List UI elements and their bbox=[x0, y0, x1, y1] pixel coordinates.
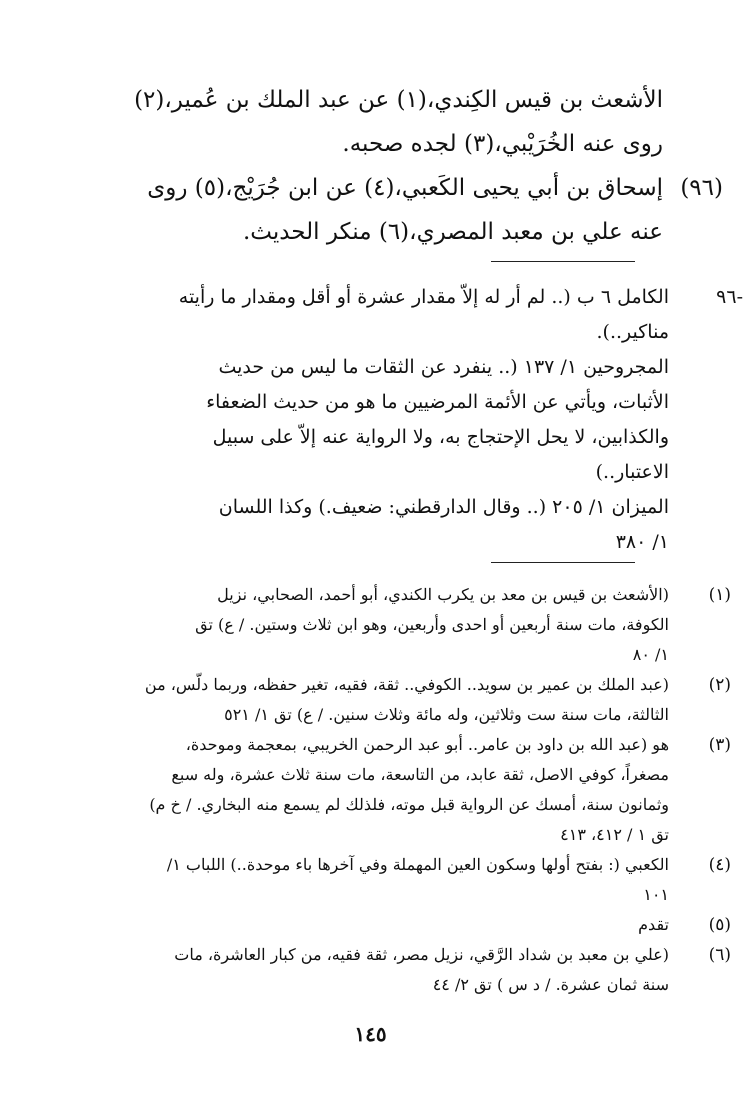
entry-number: (٩٦) bbox=[680, 175, 723, 201]
divider-bottom bbox=[491, 562, 635, 563]
footnote-line: مصغراً، كوفي الاصل، ثقة عابد، من التاسعة، مات سنة ثلاث عشرة، وله سبع bbox=[171, 765, 669, 784]
footnote-6 bbox=[74, 940, 731, 1000]
main-line-3: إسحاق بن أبي يحيى الكَعبي،(٤) عن ابن جُرَيْج،(٥) روى bbox=[147, 175, 663, 201]
footnote-line: الكعبي (: بفتح أولها وسكون العين المهملة وفي آخرها باء موحدة..) اللباب ١/ bbox=[166, 855, 669, 874]
footnote-1 bbox=[74, 580, 731, 670]
footnote-line: الثالثة، مات سنة ست وثلاثين، وله مائة وثلاث سنين. / ع) تق ١/ ٥٢١ bbox=[224, 705, 669, 724]
footnote-line: (عبد الملك بن عمير بن سويد.. الكوفي.. ثقة، فقيه، تغير حفظه، وربما دلّس، من bbox=[144, 675, 669, 694]
footnote-3 bbox=[74, 730, 731, 850]
commentary-line: الميزان ١/ ٢٠٥ (.. وقال الدارقطني: ضعيف.) وكذا اللسان bbox=[218, 496, 669, 518]
commentary-line: الأثبات، ويأتي عن الأئمة المرضيين ما هو من حديث الضعفاء bbox=[206, 391, 669, 413]
footnote-2 bbox=[74, 670, 731, 730]
entry-96 bbox=[70, 166, 723, 254]
footnote-number: (٥) bbox=[708, 915, 731, 935]
footnote-number: (٣) bbox=[708, 735, 731, 755]
footnote-number: (٦) bbox=[708, 945, 731, 965]
main-line-4: عنه علي بن معبد المصري،(٦) منكر الحديث. bbox=[242, 219, 663, 245]
main-line-2: روى عنه الخُرَيْبي،(٣) لجده صحبه. bbox=[342, 131, 663, 157]
commentary-line: مناكير..). bbox=[596, 321, 669, 343]
footnote-line: (علي بن معبد بن شداد الرَّقي، نزيل مصر، ثقة فقيه، من كبار العاشرة، مات bbox=[174, 945, 669, 964]
footnote-5 bbox=[74, 910, 731, 940]
commentary-line: والكذابين، لا يحل الإحتجاج به، ولا الرواية عنه إلاّ على سبيل bbox=[212, 426, 669, 448]
commentary-line: الاعتبار..) bbox=[595, 461, 669, 483]
footnote-number: (٢) bbox=[708, 675, 731, 695]
commentary bbox=[74, 280, 743, 560]
main-line-1: الأشعث بن قيس الكِندي،(١) عن عبد الملك بن عُمير،(٢) bbox=[134, 87, 663, 113]
footnote-line: هو (عبد الله بن داود بن عامر.. أبو عبد الرحمن الخريبي، بمعجمة وموحدة، bbox=[185, 735, 669, 754]
divider-top bbox=[491, 261, 635, 262]
footnote-line: تقدم bbox=[638, 915, 669, 934]
footnote-number: (١) bbox=[708, 585, 731, 605]
footnote-number: (٤) bbox=[708, 855, 731, 875]
main-text bbox=[70, 78, 723, 254]
footnote-4 bbox=[74, 850, 731, 910]
footnote-line: (الأشعث بن قيس بن معد بن يكرب الكندي، أبو أحمد، الصحابي، نزيل bbox=[217, 585, 669, 604]
footnote-line: الكوفة، مات سنة أربعين أو احدى وأربعين، وهو ابن ثلاث وستين. / ع) تق bbox=[195, 615, 669, 634]
footnotes bbox=[74, 580, 731, 1000]
footnote-line: ١/ ٨٠ bbox=[632, 645, 669, 664]
footnote-line: سنة ثمان عشرة. / د س ) تق ٢/ ٤٤ bbox=[432, 975, 669, 994]
footnote-line: تق ١ / ٤١٢، ٤١٣ bbox=[560, 825, 669, 844]
footnote-line: وثمانون سنة، أمسك عن الرواية قبل موته، فلذلك لم يسمع منه البخاري. / خ م) bbox=[149, 795, 669, 814]
commentary-line: المجروحين ١/ ١٣٧ (.. ينفرد عن الثقات ما ليس من حديث bbox=[218, 356, 669, 378]
commentary-line: ١/ ٣٨٠ bbox=[615, 531, 669, 553]
commentary-block bbox=[74, 280, 743, 560]
footnote-line: ١٠١ bbox=[643, 885, 669, 904]
commentary-line: الكامل ٦ ب (.. لم أر له إلاّ مقدار عشرة أو أقل ومقدار ما رأيته bbox=[178, 286, 669, 308]
commentary-number: -٩٦ bbox=[716, 286, 743, 308]
page-number: ١٤٥ bbox=[354, 1022, 387, 1046]
